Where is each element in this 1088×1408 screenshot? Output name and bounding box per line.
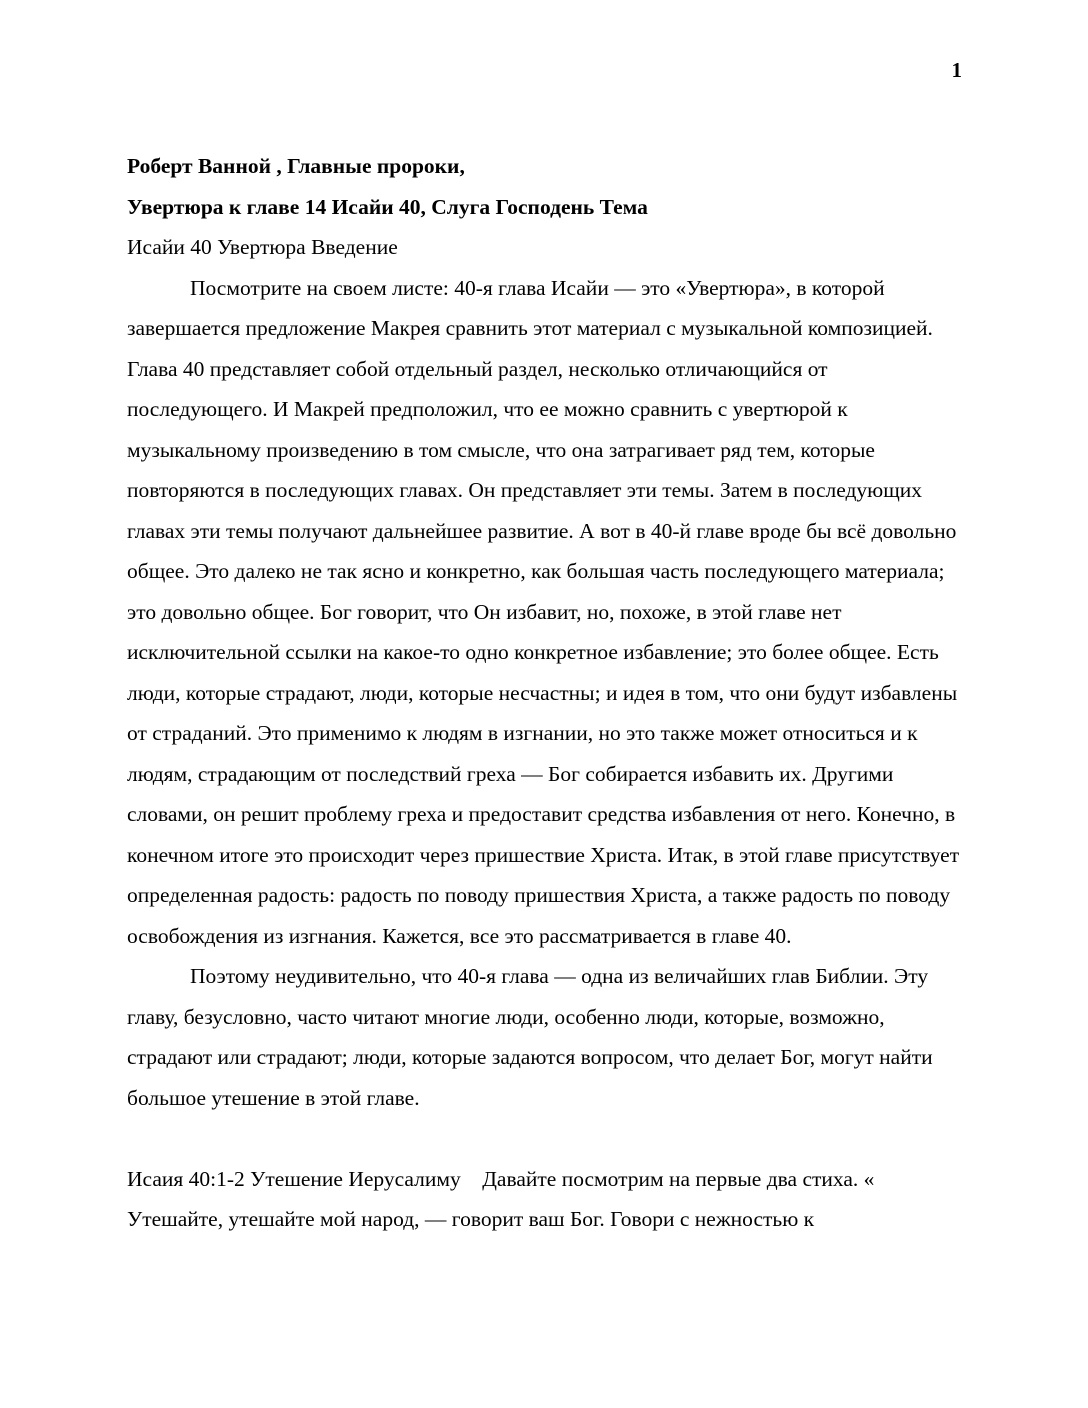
paragraph-isaiah-40-1-2: Исаия 40:1-2 Утешение Иерусалиму Давайте посмотрим на первые два стиха. « Утешайте, утешайте мой народ, — говорит ваш Бог. Говори с нежностью к [127, 1166, 880, 1231]
title-line-2: Увертюра к главе 14 Исайи 40, Слуга Господень Тема [127, 194, 648, 219]
subtitle: Исайи 40 Увертюра Введение [127, 235, 398, 259]
paragraph-overture: Посмотрите на своем листе: 40-я глава Исайи — это «Увертюра», в которой завершается предложение Макрея сравнить этот материал с музыкальной композицией. Глава 40 представляет собой отдельный раздел, несколько отличающийся от последующего. И Макрей предположил, что ее можно сравнить с увертюрой к музыкальному произведению в том смысле, что она затрагивает ряд тем, которые повторяются в последующих главах. Он представляет эти темы. Затем в последующих главах эти темы получают дальнейшее развитие. А вот в 40-й главе вроде бы всё довольно общее. Это далеко не так ясно и конкретно, как большая часть последующего материала; это довольно общее. Бог говорит, что Он избавит, но, похоже, в этой главе нет исключительной ссылки на какое-то одно конкретное избавление; это более общее. Есть люди, которые страдают, люди, которые несчастны; и идея в том, что они будут избавлены от страданий. Это применимо к людям в изгнании, но это также может относиться и к людям, страдающим от последствий греха — Бог собирается избавить их. Другими словами, он решит проблему греха и предоставит средства избавления от него. Конечно, в конечном итоге это происходит через пришествие Христа. Итак, в этой главе присутствует определенная радость: радость по поводу пришествия Христа, а также радость по поводу освобождения из изгнания. Кажется, все это рассматривается в главе 40. [127, 275, 960, 948]
title-line-1: Роберт Ванной , Главные пророки, [127, 154, 465, 178]
page-number: 1 [951, 58, 962, 82]
document-content [127, 146, 962, 1240]
paragraph-greatest-chapter: Поэтому неудивительно, что 40-я глава — одна из величайших глав Библии. Эту главу, безусловно, часто читают многие люди, особенно люди, которые, возможно, страдают или страдают; люди, которые задаются вопросом, что делает Бог, могут найти большое утешение в этой главе. [127, 964, 933, 1110]
